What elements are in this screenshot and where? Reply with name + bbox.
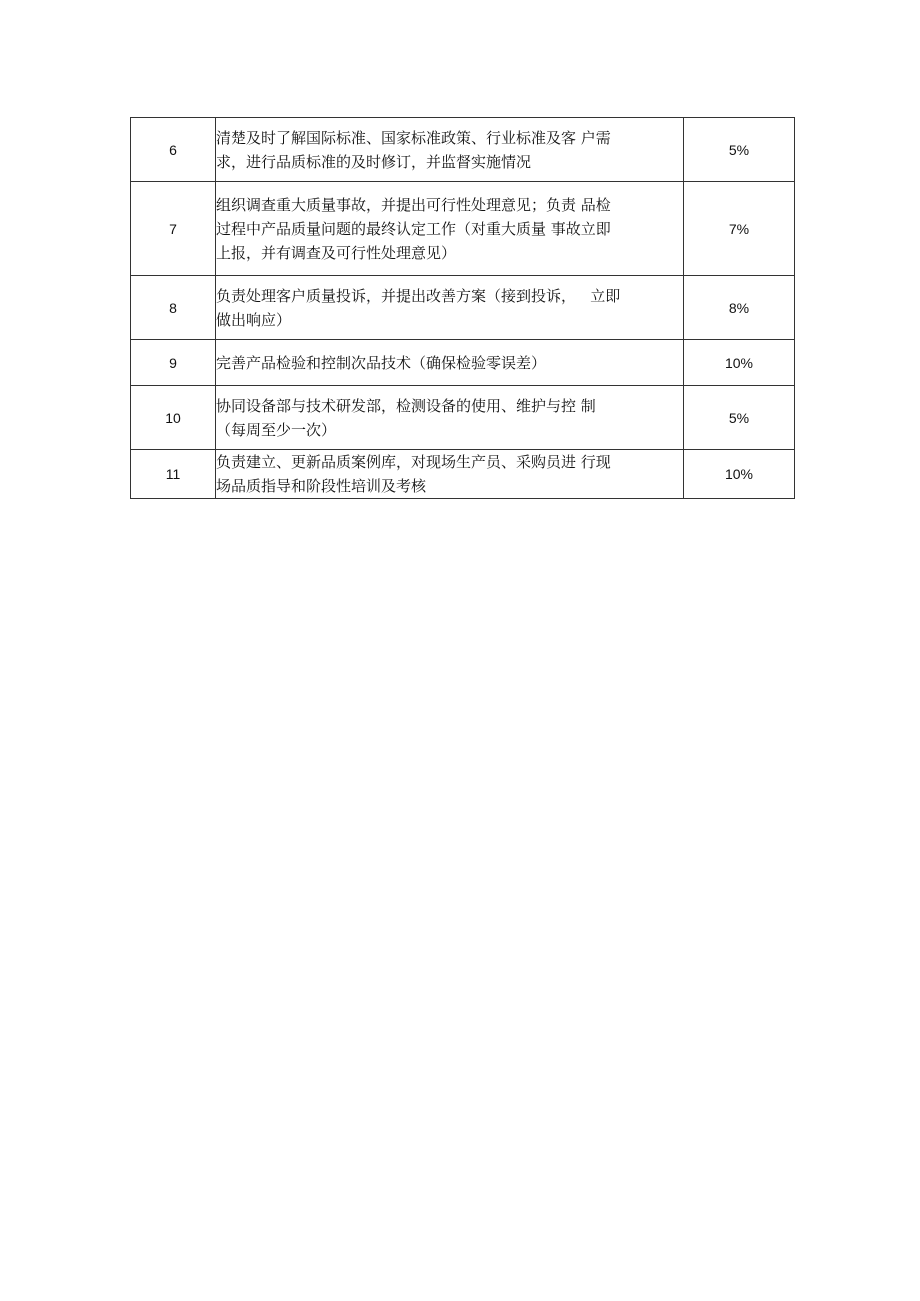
table-row: [131, 182, 795, 276]
item-weight: 5%: [684, 118, 795, 182]
item-weight: 5%: [684, 386, 795, 450]
description-line: 协同设备部与技术研发部，检测设备的使用、维护与控 制: [216, 396, 596, 415]
table-row: [131, 386, 795, 450]
table-row: [131, 340, 795, 386]
description-line: 求，进行品质标准的及时修订，并监督实施情况: [216, 152, 532, 171]
description-line: 清楚及时了解国际标准、国家标准政策、行业标准及客 户需: [216, 128, 611, 147]
table-row: [131, 450, 795, 499]
item-number: 11: [131, 450, 216, 499]
table-row: [131, 118, 795, 182]
item-number: 7: [131, 182, 216, 276]
item-number: 10: [131, 386, 216, 450]
table-row: [131, 276, 795, 340]
duties-table: [130, 117, 795, 499]
item-weight: 10%: [684, 450, 795, 499]
item-description: [216, 182, 684, 276]
description-line: 负责建立、更新品质案例库，对现场生产员、采购员进 行现: [216, 453, 611, 471]
item-description: [216, 340, 684, 386]
description-line: 负责处理客户质量投诉，并提出改善方案（接到投诉， 立即: [216, 286, 621, 305]
item-description: [216, 450, 684, 499]
description-line: 做出响应）: [216, 310, 292, 329]
item-description: [216, 118, 684, 182]
description-line: 场品质指导和阶段性培训及考核: [216, 477, 427, 495]
description-line: 过程中产品质量问题的最终认定工作（对重大质量 事故立即: [216, 219, 611, 238]
description-line: （每周至少一次）: [216, 420, 337, 439]
description-line: 上报，并有调查及可行性处理意见）: [216, 243, 457, 262]
item-number: 9: [131, 340, 216, 386]
item-description: [216, 276, 684, 340]
item-number: 8: [131, 276, 216, 340]
description-line: 组织调查重大质量事故，并提出可行性处理意见；负责 品检: [216, 195, 611, 214]
item-weight: 10%: [684, 340, 795, 386]
item-weight: 8%: [684, 276, 795, 340]
item-weight: 7%: [684, 182, 795, 276]
description-line: 完善产品检验和控制次品技术（确保检验零误差）: [216, 353, 547, 372]
item-description: [216, 386, 684, 450]
item-number: 6: [131, 118, 216, 182]
